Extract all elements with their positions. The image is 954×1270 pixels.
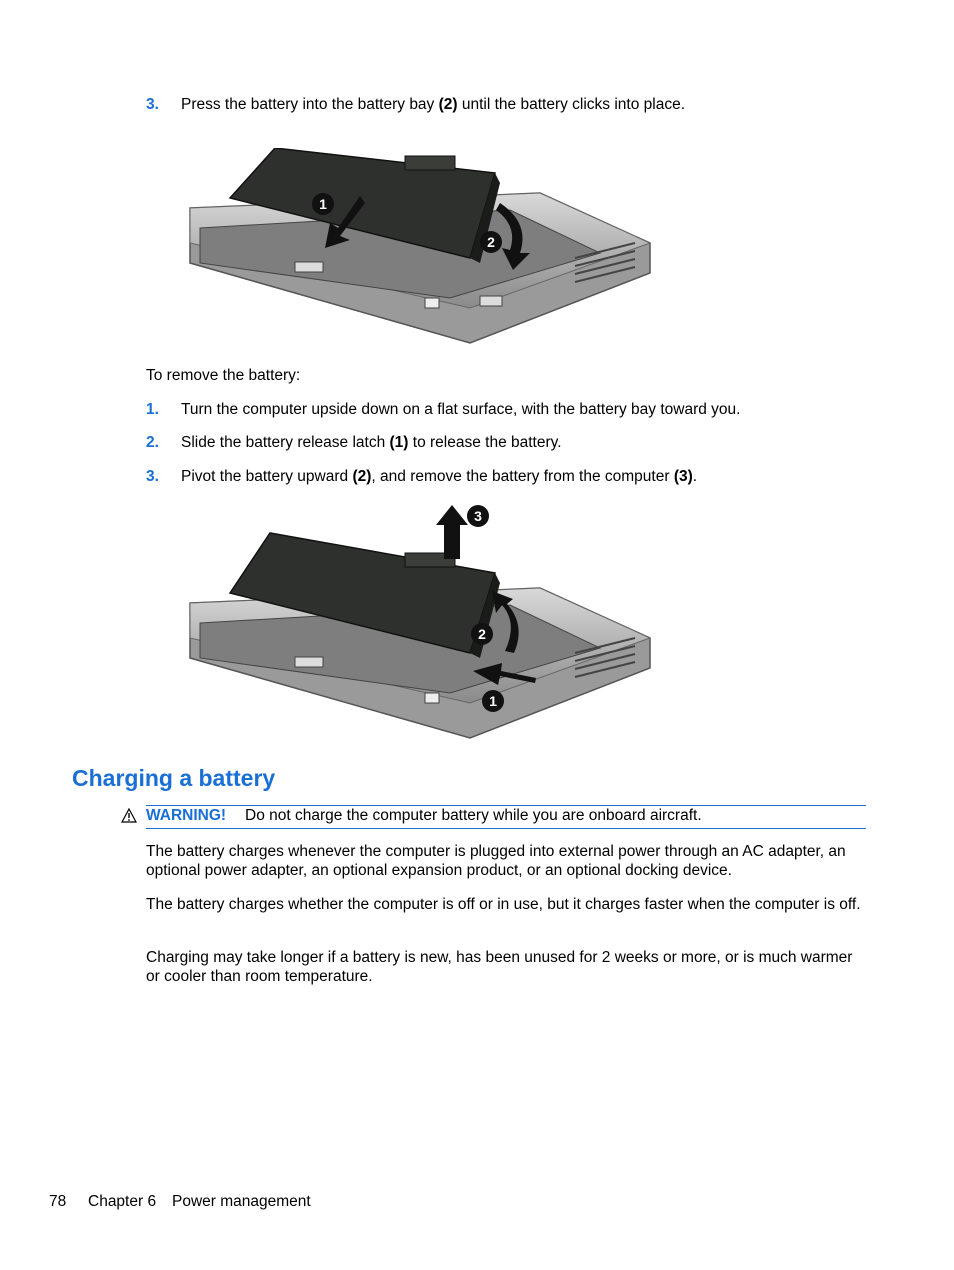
footer-chapter: Chapter 6	[88, 1193, 157, 1210]
warning-icon	[121, 808, 137, 823]
callout-1: 1	[489, 693, 497, 709]
step-number: 3.	[146, 96, 159, 113]
step-number: 1.	[146, 401, 159, 418]
step-text: Pivot the battery upward (2), and remove the battery from the computer (3).	[181, 468, 698, 485]
callout-3: 3	[474, 508, 482, 524]
step-text: Turn the computer upside down on a flat surface, with the battery bay toward you.	[181, 401, 741, 418]
step-number: 3.	[146, 468, 159, 485]
callout-1: 1	[319, 196, 327, 212]
paragraph-charging-sources: The battery charges whenever the computer is plugged into external power through an AC adapter, an optional power adapter, an optional expansion product, or an optional docking device.	[146, 843, 846, 879]
callout-2: 2	[478, 626, 486, 642]
remove-intro: To remove the battery:	[146, 367, 301, 384]
step-text: Press the battery into the battery bay (2) until the battery clicks into place.	[181, 96, 686, 113]
step-text: Slide the battery release latch (1) to release the battery.	[181, 434, 562, 451]
callout-2: 2	[487, 234, 495, 250]
page-number: 78	[49, 1193, 67, 1210]
warning-label: WARNING!	[146, 807, 227, 824]
footer-chapter-title: Power management	[172, 1193, 311, 1210]
step-number: 2.	[146, 434, 159, 451]
paragraph-charging-time: Charging may take longer if a battery is new, has been unused for 2 weeks or more, or is much warmer or cooler than room temperature.	[146, 949, 853, 985]
paragraph-charging-speed: The battery charges whether the computer is off or in use, but it charges faster when the computer is off.	[146, 896, 861, 913]
section-heading: Charging a battery	[72, 765, 276, 791]
warning-text: Do not charge the computer battery while you are onboard aircraft.	[245, 807, 702, 824]
battery-remove-illustration	[180, 503, 665, 743]
battery-insert-illustration	[180, 148, 665, 348]
